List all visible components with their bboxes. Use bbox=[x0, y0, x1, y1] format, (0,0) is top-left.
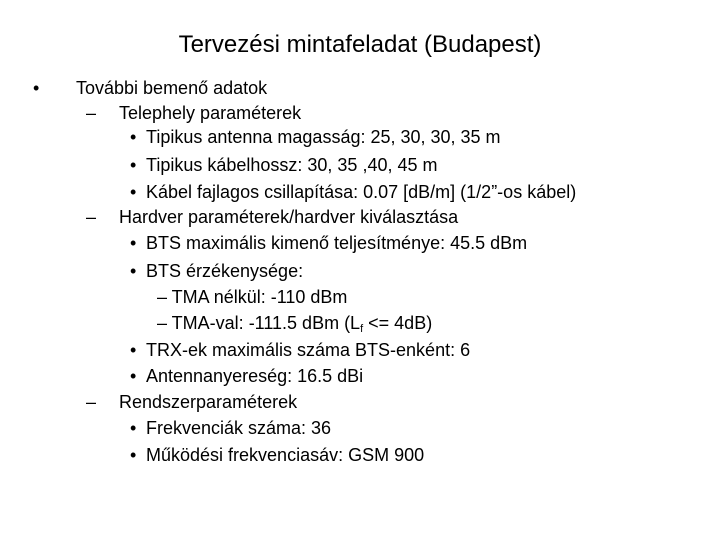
tma-suffix: <= 4dB) bbox=[363, 313, 433, 333]
dash-marker: – bbox=[86, 103, 97, 123]
bullet-marker: • bbox=[33, 78, 40, 98]
dash-marker: – bbox=[86, 392, 97, 412]
bullet-marker: • bbox=[130, 182, 137, 202]
level1-text: További bemenő adatok bbox=[76, 78, 268, 98]
bullet-marker: • bbox=[130, 366, 137, 386]
bullet-marker: • bbox=[130, 445, 137, 465]
list-item-text: Tipikus kábelhossz: 30, 35 ,40, 45 m bbox=[146, 155, 438, 175]
dash-marker: – bbox=[86, 207, 97, 227]
slide-title: Tervezési mintafeladat (Budapest) bbox=[178, 31, 542, 58]
sub-list-item-text bbox=[157, 311, 432, 335]
bullet-marker: • bbox=[130, 340, 137, 360]
list-item-text: Frekvenciák száma: 36 bbox=[146, 418, 332, 438]
section-site-heading: Telephely paraméterek bbox=[119, 103, 302, 123]
tma-subscript: f bbox=[360, 323, 364, 335]
bullet-marker: • bbox=[130, 261, 137, 281]
list-item-text: Kábel fajlagos csillapítása: 0.07 [dB/m] (1/2”-os kábel) bbox=[146, 182, 577, 202]
bullet-marker: • bbox=[130, 418, 137, 438]
sub-list-item-text: – TMA nélkül: -110 dBm bbox=[157, 287, 348, 307]
list-item-text: Tipikus antenna magasság: 25, 30, 30, 35 m bbox=[146, 127, 501, 147]
list-item-text: BTS érzékenysége: bbox=[146, 261, 304, 281]
bullet-marker: • bbox=[130, 127, 137, 147]
bullet-marker: • bbox=[130, 233, 137, 253]
list-item-text: Működési frekvenciasáv: GSM 900 bbox=[146, 445, 425, 465]
list-item-text: BTS maximális kimenő teljesítménye: 45.5 dBm bbox=[146, 233, 528, 253]
tma-prefix: – TMA-val: -111.5 dBm (L bbox=[157, 313, 361, 333]
bullet-marker: • bbox=[130, 155, 137, 175]
list-item-text: Antennanyereség: 16.5 dBi bbox=[146, 366, 364, 386]
list-item-text: TRX-ek maximális száma BTS-enként: 6 bbox=[146, 340, 471, 360]
section-system-heading: Rendszerparaméterek bbox=[119, 392, 298, 412]
section-hardware-heading: Hardver paraméterek/hardver kiválasztása bbox=[119, 207, 459, 227]
